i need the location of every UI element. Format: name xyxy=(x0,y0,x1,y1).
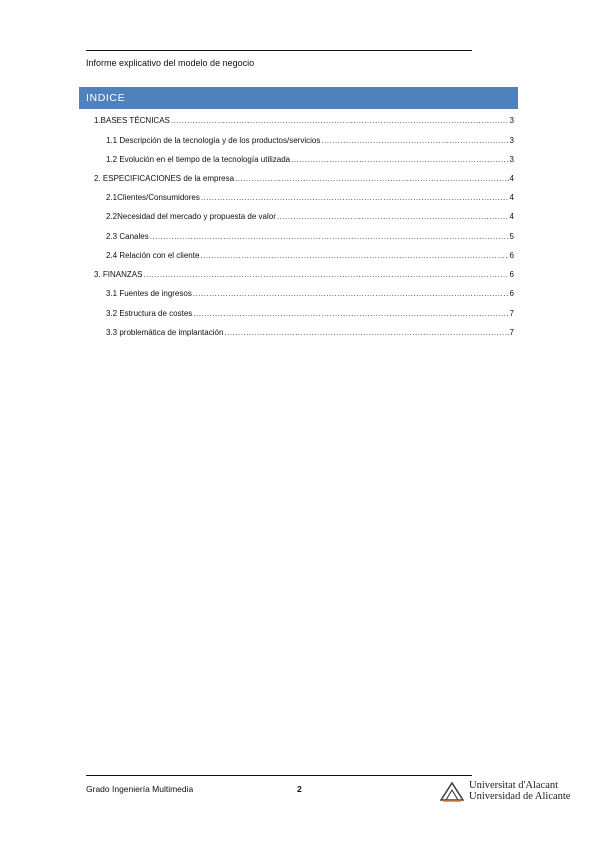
toc-entry-page: 3 xyxy=(509,136,514,145)
toc-entry-label: 3. FINANZAS xyxy=(94,270,143,279)
toc-entry-label: 1.BASES TÉCNICAS xyxy=(94,116,170,125)
toc-entry-label: 2.1Clientes/Consumidores xyxy=(106,193,200,202)
toc-entry-page: 7 xyxy=(509,328,514,337)
toc-entry-label: 3.3 problemática de implantación xyxy=(106,328,224,337)
toc-leader-dots xyxy=(277,212,509,221)
logo-line-1: Universitat d'Alacant xyxy=(469,780,559,791)
footer-degree-name: Grado Ingeniería Multimedia xyxy=(86,784,194,794)
toc-leader-dots xyxy=(321,136,508,145)
toc-entry[interactable] xyxy=(106,251,514,260)
toc-entry-label: 1.1 Descripción de la tecnología y de los productos/servicios xyxy=(106,136,321,145)
toc-entry[interactable] xyxy=(106,193,514,202)
toc-leader-dots xyxy=(200,251,508,260)
toc-leader-dots xyxy=(291,155,508,164)
toc-leader-dots xyxy=(193,309,508,318)
toc-entry-label: 3.1 Fuentes de ingresos xyxy=(106,289,192,298)
toc-entry-label: 2.3 Canales xyxy=(106,232,149,241)
footer-page-number: 2 xyxy=(297,784,302,794)
toc-entry-label: 2.2Necesidad del mercado y propuesta de valor xyxy=(106,212,276,221)
toc-entry[interactable] xyxy=(106,155,514,164)
header-rule xyxy=(86,50,472,51)
toc-entry[interactable] xyxy=(106,136,514,145)
toc-entry-label: 2.4 Relación con el cliente xyxy=(106,251,200,260)
toc-entry[interactable] xyxy=(94,116,514,125)
toc-entry-label: 3.2 Estructura de costes xyxy=(106,309,193,318)
toc-entry-page: 3 xyxy=(509,155,514,164)
index-heading: INDICE xyxy=(86,92,126,104)
toc-leader-dots xyxy=(201,193,509,202)
university-logo xyxy=(440,780,570,802)
toc-entry-page: 3 xyxy=(509,116,514,125)
toc-entry-page: 6 xyxy=(509,289,514,298)
toc-entry[interactable] xyxy=(106,309,514,318)
header-title: Informe explicativo del modelo de negocio xyxy=(86,58,255,68)
toc-entry-page: 4 xyxy=(509,193,514,202)
toc-leader-dots xyxy=(235,174,508,183)
toc-leader-dots xyxy=(224,328,508,337)
toc-entry-page: 4 xyxy=(509,212,514,221)
index-heading-bar xyxy=(79,87,518,109)
toc-entry[interactable] xyxy=(106,328,514,337)
toc-entry[interactable] xyxy=(94,174,514,183)
toc-entry[interactable] xyxy=(106,212,514,221)
footer-rule xyxy=(86,775,472,776)
toc-leader-dots xyxy=(143,270,508,279)
toc-entry[interactable] xyxy=(94,270,514,279)
toc-entry-label: 2. ESPECIFICACIONES de la empresa xyxy=(94,174,235,183)
toc-leader-dots xyxy=(171,116,509,125)
toc-entry-label: 1.2 Evolución en el tiempo de la tecnología utilizada xyxy=(106,155,291,164)
logo-line-2: Universidad de Alicante xyxy=(469,791,571,802)
toc-entry[interactable] xyxy=(106,232,514,241)
toc-entry-page: 7 xyxy=(509,309,514,318)
toc-entry-page: 5 xyxy=(509,232,514,241)
toc-leader-dots xyxy=(193,289,509,298)
toc-entry[interactable] xyxy=(106,289,514,298)
toc-entry-page: 4 xyxy=(509,174,514,183)
toc-entry-page: 6 xyxy=(509,251,514,260)
toc-leader-dots xyxy=(150,232,509,241)
toc-entry-page: 6 xyxy=(509,270,514,279)
university-emblem-icon xyxy=(440,780,464,802)
